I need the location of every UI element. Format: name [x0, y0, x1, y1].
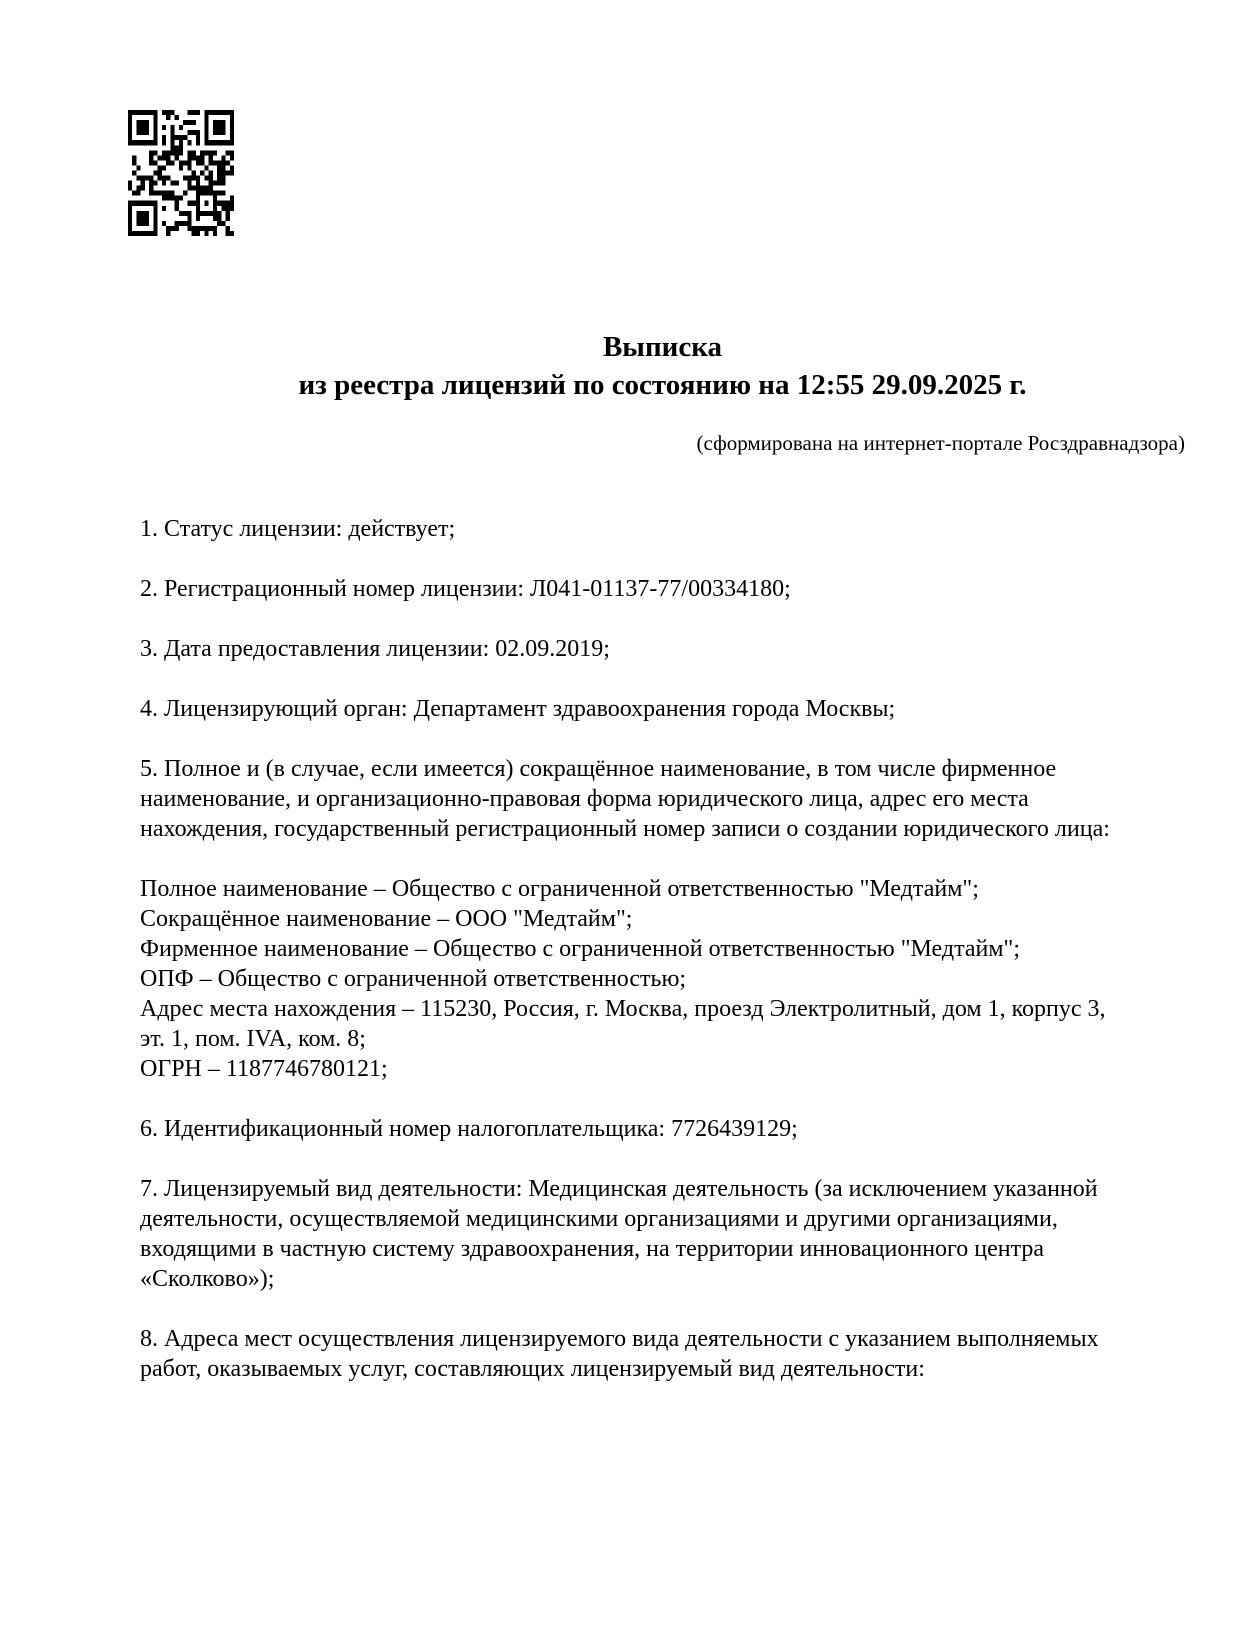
paragraph-license-status: 1. Статус лицензии: действует;: [140, 516, 456, 542]
qr-code-icon: [128, 110, 234, 236]
paragraph-licensing-authority: 4. Лицензирующий орган: Департамент здравоохранения города Москвы;: [140, 696, 896, 722]
title-line-1: Выписка: [602, 331, 723, 363]
document-body: [140, 514, 1220, 1414]
paragraph-org-details: Полное наименование – Общество с ограниченной ответственностью "Медтайм"; Сокращённое наименование – ООО "Медтайм"; Фирменное наименование – Общество с ограниченной ответственностью "Медтайм"; ОПФ – Общество с ограниченной ответственностью; Адрес места нахождения – 115230, Россия, г. Москва, проезд Электролитный, дом 1, корпус 3, эт. 1, пом. IVA, ком. 8; ОГРН – 1187746780121;: [140, 876, 1106, 1082]
title-line-2: из реестра лицензий по состоянию на 12:55 29.09.2025 г.: [298, 369, 1027, 401]
paragraph-activity-type: 7. Лицензируемый вид деятельности: Медицинская деятельность (за исключением указанной деятельности, осуществляемой медицинскими организациями и другими организациями, входящими в частную систему здравоохранения, на территории инновационного центра «Сколково»);: [140, 1176, 1098, 1292]
paragraph-license-date: 3. Дата предоставления лицензии: 02.09.2019;: [140, 636, 610, 662]
paragraph-registration-number: 2. Регистрационный номер лицензии: Л041-01137-77/00334180;: [140, 576, 791, 602]
paragraph-taxpayer-number: 6. Идентификационный номер налогоплательщика: 7726439129;: [140, 1116, 798, 1142]
paragraph-org-names-intro: 5. Полное и (в случае, если имеется) сокращённое наименование, в том числе фирменное наименование, и организационно-правовая форма юридического лица, адрес его места нахождения, государственный регистрационный номер записи о создании юридического лица:: [140, 756, 1110, 842]
paragraph-addresses-intro: 8. Адреса мест осуществления лицензируемого вида деятельности с указанием выполняемых работ, оказываемых услуг, составляющих лицензируемый вид деятельности:: [140, 1326, 1099, 1382]
document-title: [140, 328, 1185, 404]
document-subtitle: (сформирована на интернет-портале Росздравнадзора): [696, 431, 1185, 455]
